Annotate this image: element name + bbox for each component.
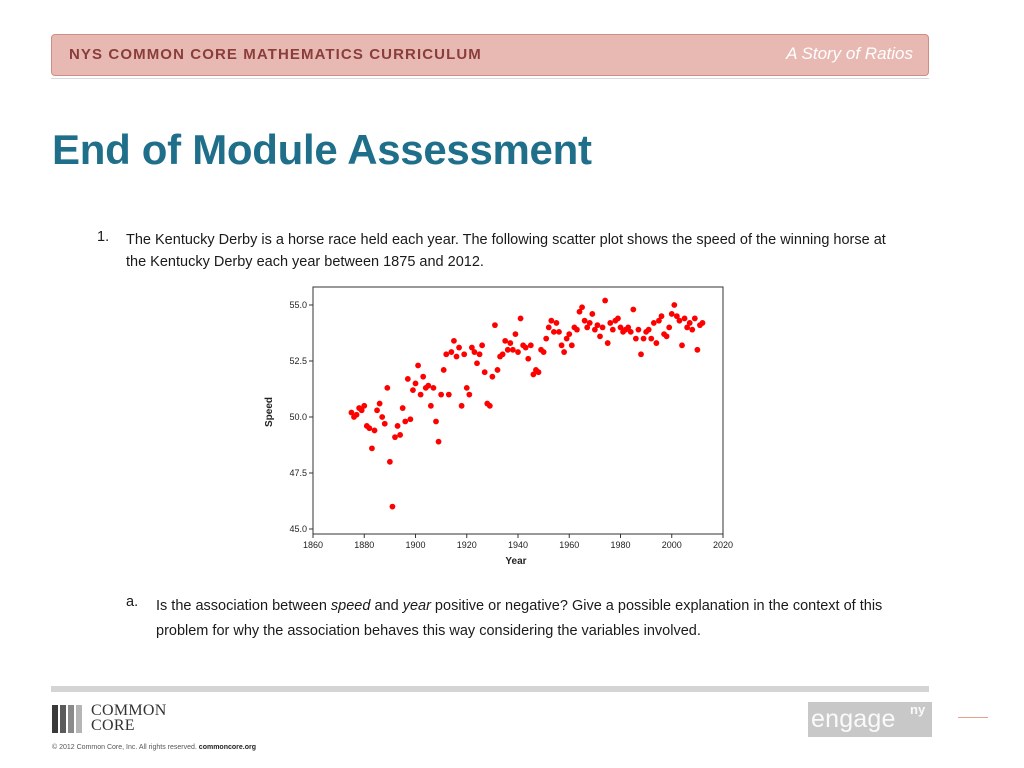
question-number: 1. — [97, 229, 110, 245]
y-tick-label: 47.5 — [289, 468, 307, 478]
copyright-link[interactable]: commoncore.org — [198, 744, 256, 751]
logo-line-1: COMMON — [91, 702, 167, 719]
scatter-point — [407, 416, 413, 422]
scatter-point — [528, 342, 534, 348]
part-a-pre: Is the association between — [156, 598, 331, 614]
x-tick-label: 1920 — [456, 540, 477, 550]
scatter-point — [548, 318, 554, 324]
x-tick-label: 1960 — [559, 540, 580, 550]
scatter-point — [382, 421, 388, 427]
x-tick-label: 2020 — [712, 540, 734, 550]
scatter-plot — [256, 282, 736, 567]
scatter-point — [633, 336, 639, 342]
scatter-point — [651, 320, 657, 326]
scatter-point — [387, 459, 393, 465]
y-axis-label: Speed — [264, 396, 275, 428]
engage-ny-logo — [808, 702, 932, 737]
scatter-point — [653, 340, 659, 346]
scatter-point — [541, 349, 547, 355]
scatter-point — [582, 318, 588, 324]
banner-divider — [51, 78, 929, 79]
footer-divider — [51, 686, 929, 692]
scatter-point — [664, 333, 670, 339]
y-tick-label: 50.0 — [289, 412, 307, 422]
y-tick-label: 55.0 — [289, 300, 307, 310]
story-title: A Story of Ratios — [786, 44, 913, 63]
x-axis-label: Year — [505, 556, 527, 567]
scatter-point — [456, 345, 462, 351]
scatter-point — [648, 336, 654, 342]
scatter-point — [410, 387, 416, 393]
scatter-point — [451, 338, 457, 344]
scatter-point — [428, 403, 434, 409]
scatter-point — [569, 342, 575, 348]
scatter-point — [425, 383, 431, 389]
scatter-point — [400, 405, 406, 411]
part-a-speed-word: speed — [330, 598, 371, 614]
scatter-point — [543, 336, 549, 342]
part-a-mid: and — [370, 598, 403, 614]
scatter-point — [472, 349, 478, 355]
scatter-point — [395, 423, 401, 429]
scatter-point — [602, 298, 608, 304]
scatter-point — [418, 392, 424, 398]
scatter-point — [366, 425, 372, 431]
engage-logo-text: engage — [811, 705, 896, 733]
scatter-point — [679, 342, 685, 348]
y-tick-label: 45.0 — [289, 524, 307, 534]
scatter-point — [523, 345, 529, 351]
scatter-point — [448, 349, 454, 355]
scatter-point — [436, 439, 442, 445]
scatter-point — [518, 316, 524, 322]
scatter-point — [482, 369, 488, 375]
x-tick-label: 1880 — [354, 540, 375, 550]
scatter-point — [525, 356, 531, 362]
scatter-point — [392, 434, 398, 440]
scatter-point — [361, 403, 367, 409]
scatter-point — [628, 329, 634, 335]
scatter-point — [507, 340, 513, 346]
scatter-point — [682, 316, 688, 322]
scatter-point — [502, 338, 508, 344]
scatter-point — [561, 349, 567, 355]
copyright-text: © 2012 Common Core, Inc. All rights reserved. — [52, 744, 197, 751]
scatter-point — [446, 392, 452, 398]
scatter-point — [441, 367, 447, 373]
scatter-point — [433, 419, 439, 425]
scatter-point — [659, 313, 665, 319]
scatter-point — [536, 369, 542, 375]
scatter-point — [556, 329, 562, 335]
scatter-point — [500, 351, 506, 357]
x-tick-label: 1980 — [610, 540, 631, 550]
scatter-point — [513, 331, 519, 337]
x-tick-label: 1900 — [405, 540, 426, 550]
scatter-point — [600, 325, 606, 331]
scatter-point — [692, 316, 698, 322]
scatter-point — [369, 445, 375, 451]
scatter-point — [689, 327, 695, 333]
curriculum-title: NYS COMMON CORE MATHEMATICS CURRICULUM — [69, 46, 482, 63]
scatter-point — [405, 376, 411, 382]
scatter-point — [354, 412, 360, 418]
part-a-post: positive or negative? Give a possible explanation in the context of this problem for why the association behaves this way considering the variables involved. — [156, 598, 883, 639]
common-core-logo-icon — [52, 705, 86, 733]
copyright-notice — [52, 744, 256, 751]
scatter-point — [479, 342, 485, 348]
scatter-point — [464, 385, 470, 391]
logo-line-2: CORE — [91, 717, 135, 734]
scatter-point — [605, 340, 611, 346]
scatter-point — [638, 351, 644, 357]
page-title: End of Module Assessment — [52, 126, 592, 173]
scatter-point — [579, 304, 585, 310]
scatter-point — [390, 504, 396, 510]
x-tick-label: 1940 — [507, 540, 529, 550]
y-tick-label: 52.5 — [289, 356, 307, 366]
scatter-point — [630, 307, 636, 313]
scatter-point — [515, 349, 521, 355]
scatter-point — [489, 374, 495, 380]
scatter-point — [595, 322, 601, 328]
scatter-point — [646, 327, 652, 333]
part-a-letter: a. — [126, 594, 139, 610]
scatter-point — [379, 414, 385, 420]
scatter-point — [694, 347, 700, 353]
scatter-point — [466, 392, 472, 398]
scatter-point — [669, 311, 675, 317]
scatter-point — [666, 325, 672, 331]
scatter-point — [510, 347, 516, 353]
scatter-point — [610, 327, 616, 333]
scatter-point — [487, 403, 493, 409]
scatter-point — [671, 302, 677, 308]
scatter-point — [459, 403, 465, 409]
scatter-point — [454, 354, 460, 360]
scatter-point — [641, 336, 647, 342]
scatter-point — [587, 320, 593, 326]
scatter-point — [687, 320, 693, 326]
scatter-point — [495, 367, 501, 373]
scatter-point — [559, 342, 565, 348]
curriculum-banner — [51, 34, 929, 76]
x-tick-label: 2000 — [661, 540, 682, 550]
scatter-point — [431, 385, 437, 391]
scatter-point — [492, 322, 498, 328]
scatter-point — [574, 327, 580, 333]
scatter-point — [615, 316, 621, 322]
scatter-point — [413, 381, 419, 387]
scatter-point — [438, 392, 444, 398]
part-a-year-word: year — [402, 598, 431, 614]
scatter-point — [554, 320, 560, 326]
scatter-point — [372, 428, 378, 434]
scatter-point — [505, 347, 511, 353]
accent-line — [958, 717, 988, 718]
scatter-point — [477, 351, 483, 357]
x-tick-label: 1860 — [302, 540, 324, 550]
scatter-point — [443, 351, 449, 357]
scatter-point — [377, 401, 383, 407]
scatter-point — [461, 351, 467, 357]
scatter-point — [566, 331, 572, 337]
scatter-point — [597, 333, 603, 339]
scatter-point — [636, 327, 642, 333]
scatter-point — [374, 407, 380, 413]
common-core-logo-text — [91, 703, 167, 733]
scatter-point — [677, 318, 683, 324]
scatter-point — [607, 320, 613, 326]
scatter-point — [474, 360, 480, 366]
scatter-point — [589, 311, 595, 317]
part-a-text — [156, 594, 916, 644]
scatter-point — [384, 385, 390, 391]
scatter-point — [700, 320, 706, 326]
engage-logo-sup: ny — [910, 702, 926, 717]
scatter-point — [402, 419, 408, 425]
scatter-point — [397, 432, 403, 438]
scatter-point — [546, 325, 552, 331]
question-text: The Kentucky Derby is a horse race held each year. The following scatter plot shows the speed of the winning horse at the Kentucky Derby each year between 1875 and 2012. — [126, 232, 886, 270]
scatter-point — [551, 329, 557, 335]
scatter-point — [415, 363, 421, 369]
scatter-point — [420, 374, 426, 380]
